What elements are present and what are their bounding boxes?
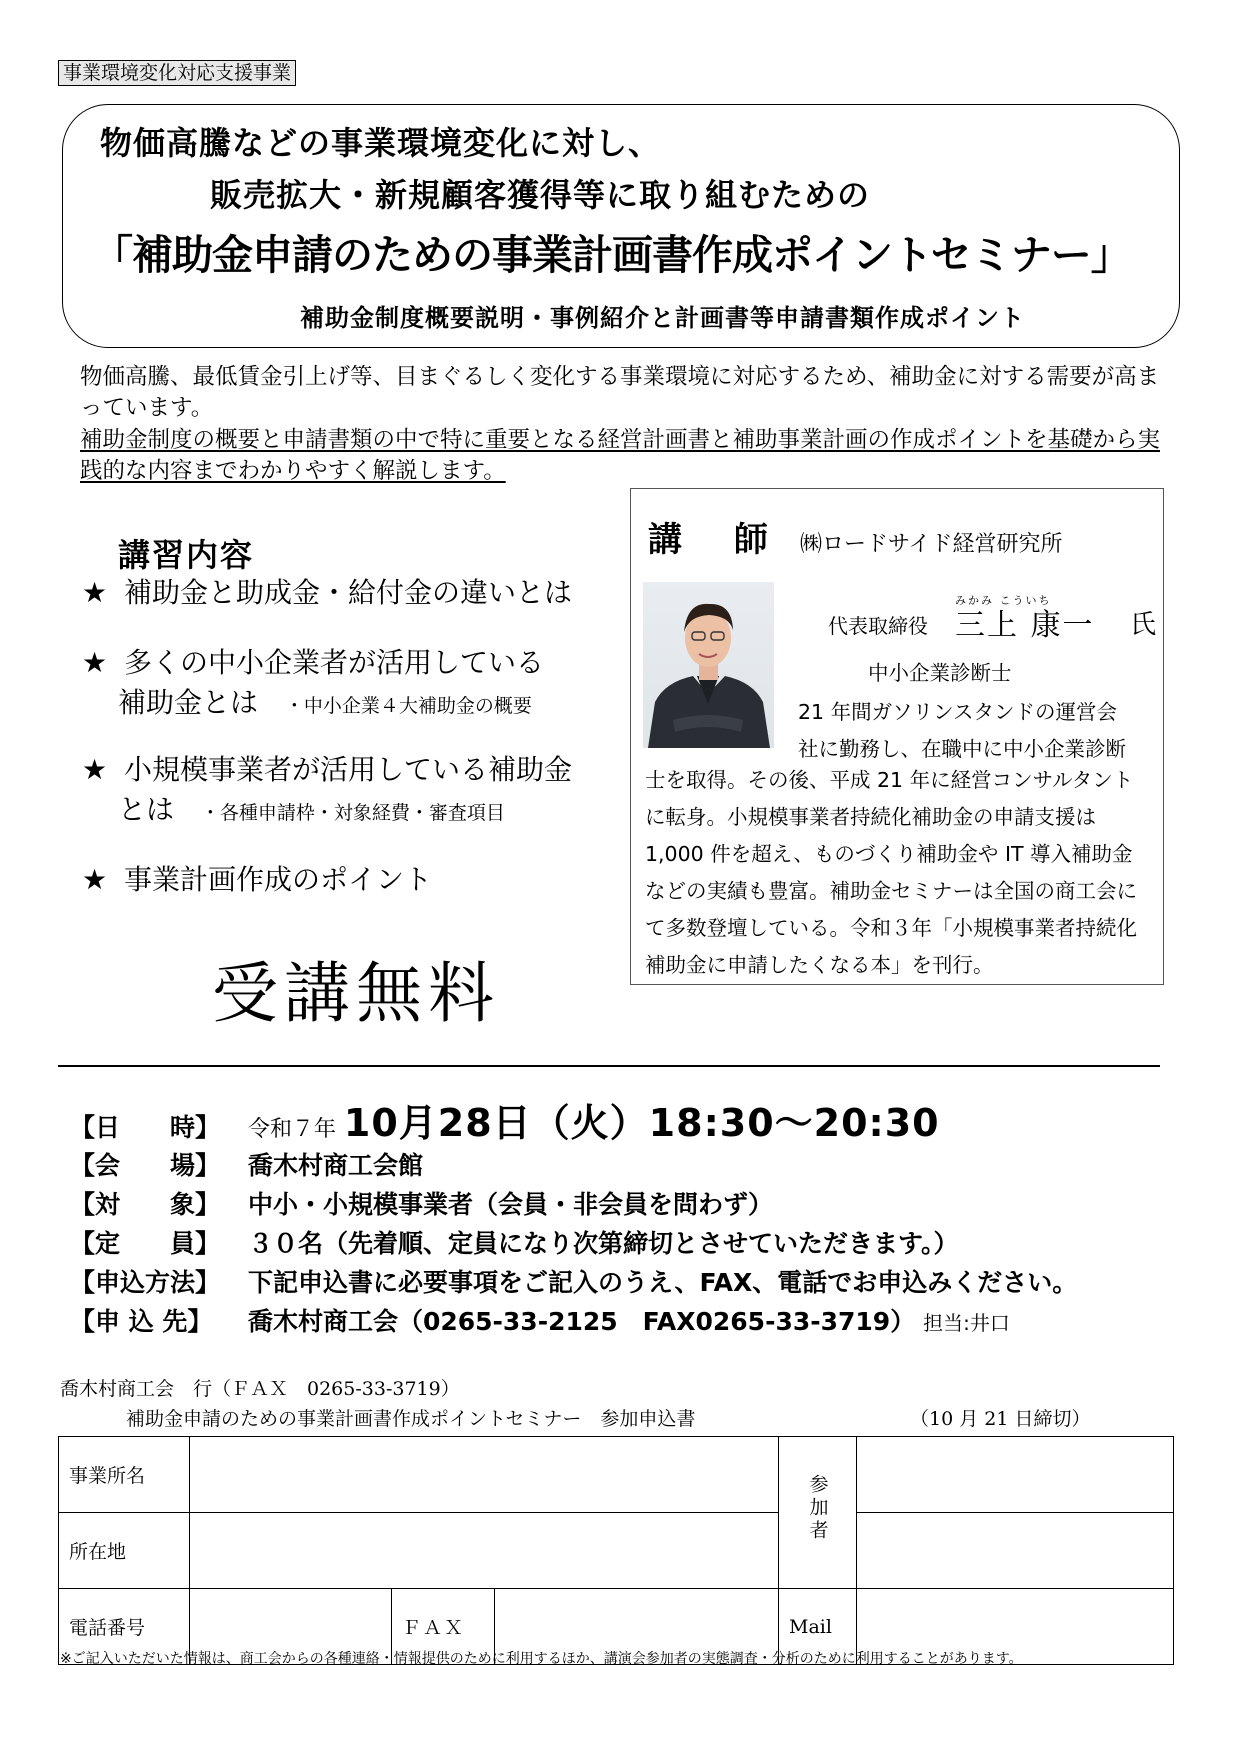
star-icon: ★ [82,646,108,679]
section-divider [58,1065,1160,1067]
seminar-title: 「補助金申請のための事業計画書作成ポイントセミナー」 [92,231,1131,279]
detail-datetime [70,1092,940,1147]
star-icon: ★ [82,753,108,786]
lecturer-honorific: 氏 [1130,610,1157,640]
topic-text: 補助金と助成金・給付金の違いとは [124,576,573,609]
application-form [58,1436,1174,1665]
business-name-label: 事業所名 [59,1437,190,1513]
lecturer-name: 三上 康一 [955,608,1095,643]
topic-item-4 [82,860,432,899]
header-line-2: 販売拡大・新規顧客獲得等に取り組むための [210,176,871,214]
detail-capacity [70,1224,958,1260]
detail-label: 【申込方法】 [70,1268,221,1297]
lecturer-heading: 講 師 [648,520,788,560]
detail-label: 【会 場】 [70,1151,221,1180]
form-deadline: （10 月 21 日締切） [910,1408,1091,1430]
topic-item-1 [82,573,572,612]
intro-paragraph-1: 物価高騰、最低賃金引上げ等、目まぐるしく変化する事業環境に対応するため、補助金に対する需要が高まっています。 [80,364,1160,421]
topic-text-cont: 補助金とは [118,686,259,719]
topic-text: 事業計画作成のポイント [124,863,433,896]
address-label: 所在地 [59,1513,190,1589]
topic-item-3 [82,750,572,789]
detail-method [70,1263,1077,1299]
detail-label: 【定 員】 [70,1229,221,1258]
topic-note: ・各種申請枠・対象経費・審査項目 [200,802,505,824]
detail-label: 【日 時】 [70,1113,221,1142]
topic-item-2 [82,643,544,682]
star-icon: ★ [82,576,108,609]
datetime-prefix: 令和７年 [247,1117,336,1142]
phone-label: 電話番号 [59,1589,190,1665]
lecturer-certification: 中小企業診断士 [868,661,1012,685]
detail-value: 下記申込書に必要事項をご記入のうえ、FAX、電話でお申込みください。 [247,1268,1078,1297]
detail-venue [70,1146,423,1182]
datetime-main: 10月28日（火）18:30～20:30 [343,1101,940,1145]
lecturer-role: 代表取締役 [828,614,928,638]
intro-paragraph-2: 補助金制度の概要と申請書類の中で特に重要となる経営計画書と補助事業計画の作成ポイントを基礎から実践的な内容までわかりやすく解説します。 [80,427,1161,484]
topics-title: 講習内容 [118,536,255,574]
detail-label: 【申 込 先】 [70,1307,213,1336]
contact-person: 担当:井口 [923,1311,1010,1335]
program-tag: 事業環境変化対応支援事業 [58,60,296,86]
lecturer-photo [643,582,774,748]
participant-field-1[interactable] [857,1437,1174,1513]
address-field[interactable] [190,1513,779,1589]
lecturer-bio: 士を取得。その後、平成 21 年に経営コンサルタントに転身。小規模事業者持続化補助金の申請支援は 1,000 件を超え、ものづくり補助金や IT 導入補助金などの実績も豊富。補助金セミナーは全国の商工会にて多数登壇している。令和３年「小規模事業者持続化補助金に申請したくなる本」を刊行。 [645,768,1137,977]
free-admission: 受講無料 [212,955,500,1032]
lecturer-furigana: みかみ こういち [955,594,1052,607]
lecturer-org: ㈱ロードサイド経営研究所 [800,532,1063,557]
topic-note: ・中小企業４大補助金の概要 [284,695,532,717]
business-name-field[interactable] [190,1437,779,1513]
form-title: 補助金申請のための事業計画書作成ポイントセミナー 参加申込書 [126,1408,696,1430]
person-icon [643,582,774,748]
participants-label-text: 参加者 [806,1473,829,1543]
seminar-subtitle: 補助金制度概要説明・事例紹介と計画書等申請書類作成ポイント [300,304,1025,332]
detail-value: 喬木村商工会館 [247,1151,423,1180]
star-icon: ★ [82,863,108,896]
lecturer-bio-line-1: 21 年間ガソリンスタンドの運営会 [798,700,1117,724]
form-recipient: 喬木村商工会 行（ＦＡＸ 0265-33-3719） [60,1378,460,1400]
detail-value: 中小・小規模事業者（会員・非会員を問わず） [247,1190,773,1219]
header-line-1: 物価高騰などの事業環境変化に対し、 [100,124,662,162]
participants-label [779,1437,857,1589]
topic-text-cont: とは [118,793,175,826]
lecturer-bio-line-2: 社に勤務し、在職中に中小企業診断 [798,737,1126,761]
detail-contact [70,1302,1010,1338]
detail-target [70,1185,773,1221]
topic-item-3-cont [118,790,505,833]
participant-field-2[interactable] [857,1513,1174,1589]
topic-item-2-cont [118,683,532,726]
topic-text: 小規模事業者が活用している補助金 [124,753,573,786]
mail-label: Mail [779,1589,857,1665]
detail-value: ３０名（先着順、定員になり次第締切とさせていただきます。） [247,1229,959,1258]
topic-text: 多くの中小企業者が活用している [124,646,545,679]
privacy-note: ※ご記入いただいた情報は、商工会からの各種連絡・情報提供のために利用するほか、講演会参加者の実態調査・分析のために利用することがあります。 [60,1651,1023,1667]
detail-label: 【対 象】 [70,1190,221,1219]
detail-value: 喬木村商工会（0265-33-2125 FAX0265-33-3719） [247,1307,916,1336]
fax-label: ＦＡＸ [392,1589,495,1665]
